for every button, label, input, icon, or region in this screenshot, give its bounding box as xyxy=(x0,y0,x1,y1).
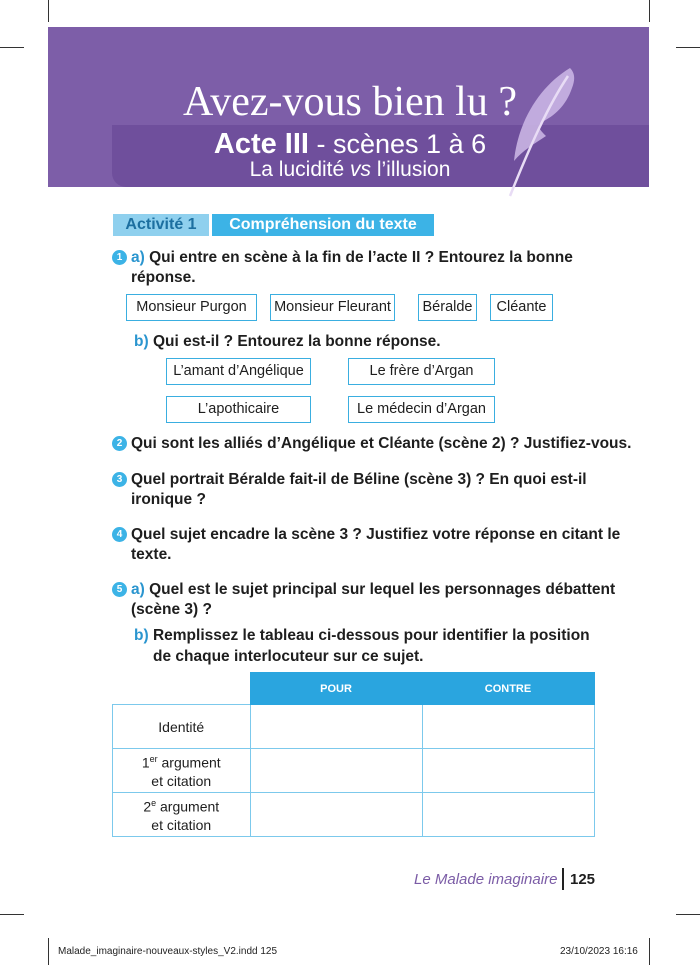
subtitle-pre: La lucidité xyxy=(249,158,351,181)
row-label-text: et citation xyxy=(151,773,212,790)
question-number: 1 xyxy=(112,250,127,265)
row-label-text: argument xyxy=(157,754,221,771)
row-label-text: et citation xyxy=(151,817,212,834)
row-label-sup: e xyxy=(151,797,157,808)
position-table xyxy=(112,672,595,837)
question-5b xyxy=(134,626,590,646)
row-label-argument-1 xyxy=(113,749,251,793)
question-1a xyxy=(131,248,573,268)
slug-date: 23/10/2023 16:16 xyxy=(560,946,638,957)
slug-file: Malade_imaginaire-nouveaux-styles_V2.indd 125 xyxy=(58,946,278,957)
table-corner xyxy=(113,673,251,705)
answer-option[interactable]: L’amant d’Angélique xyxy=(166,358,311,385)
activity-tag: Activité 1 xyxy=(113,214,209,236)
question-4-line2: texte. xyxy=(131,546,172,563)
table-cell[interactable] xyxy=(250,705,422,749)
page-separator xyxy=(562,868,564,890)
question-3: Quel portrait Béralde fait-il de Béline (scène 3) ? En quoi est-il xyxy=(131,471,587,488)
scenes-label: scènes 1 à 6 xyxy=(333,129,487,159)
question-4: Quel sujet encadre la scène 3 ? Justifiez votre réponse en citant le xyxy=(131,526,621,543)
row-label-argument-2 xyxy=(113,793,251,837)
crop-mark xyxy=(649,0,650,22)
page-number: 125 xyxy=(570,871,596,888)
row-label-text: 1 xyxy=(141,754,150,771)
question-1b xyxy=(134,332,441,352)
question-text: Remplissez le tableau ci-dessous pour identifier la position xyxy=(152,627,590,644)
row-label-identite: Identité xyxy=(113,705,251,749)
crop-mark xyxy=(0,47,24,48)
question-number: 4 xyxy=(112,527,127,542)
answer-option[interactable]: Le médecin d’Argan xyxy=(348,396,495,423)
crop-mark xyxy=(676,47,700,48)
crop-mark xyxy=(48,0,49,22)
row-label-sup: er xyxy=(149,753,158,764)
answer-option[interactable]: Béralde xyxy=(418,294,477,321)
question-text: Qui entre en scène à la fin de l’acte II ? Entourez la bonne xyxy=(149,249,573,266)
row-label-text: 2 xyxy=(143,798,152,815)
subtitle-post: l’illusion xyxy=(371,158,451,181)
table-cell[interactable] xyxy=(422,749,594,793)
crop-mark xyxy=(649,938,650,965)
question-5b-line2: de chaque interlocuteur sur ce sujet. xyxy=(153,648,424,665)
activity-title: Compréhension du texte xyxy=(212,214,434,236)
answer-option[interactable]: L’apothicaire xyxy=(166,396,311,423)
question-3-line2: ironique ? xyxy=(131,491,206,508)
column-header-pour: POUR xyxy=(250,673,422,705)
crop-mark xyxy=(0,914,24,915)
column-header-contre: CONTRE xyxy=(422,673,594,705)
act-label: Acte III xyxy=(213,128,309,160)
part-label: b) xyxy=(134,627,149,644)
question-1a-line2: réponse. xyxy=(131,269,196,286)
table-cell[interactable] xyxy=(250,793,422,837)
answer-option[interactable]: Monsieur Fleurant xyxy=(270,294,395,321)
answer-option[interactable]: Monsieur Purgon xyxy=(126,294,257,321)
question-5a xyxy=(131,580,615,600)
subtitle xyxy=(0,158,700,182)
question-number: 3 xyxy=(112,472,127,487)
crop-mark xyxy=(676,914,700,915)
question-text: Quel est le sujet principal sur lequel les personnages débattent xyxy=(149,581,616,598)
book-title: Le Malade imaginaire xyxy=(414,871,558,888)
answer-option[interactable]: Le frère d’Argan xyxy=(348,358,495,385)
part-label: a) xyxy=(131,581,145,598)
act-heading xyxy=(0,128,700,161)
act-dash: - xyxy=(316,129,333,159)
part-label: a) xyxy=(131,249,145,266)
row-label-text: argument xyxy=(156,798,220,815)
question-number: 2 xyxy=(112,436,127,451)
answer-option[interactable]: Cléante xyxy=(490,294,553,321)
subtitle-vs: vs xyxy=(350,158,372,181)
question-5a-line2: (scène 3) ? xyxy=(131,601,212,618)
table-cell[interactable] xyxy=(422,705,594,749)
question-2: Qui sont les alliés d’Angélique et Cléante (scène 2) ? Justifiez-vous. xyxy=(131,435,632,452)
crop-mark xyxy=(48,938,49,965)
question-number: 5 xyxy=(112,582,127,597)
table-cell[interactable] xyxy=(250,749,422,793)
page-title: Avez-vous bien lu ? xyxy=(183,79,517,125)
question-text: Qui est-il ? Entourez la bonne réponse. xyxy=(152,333,441,350)
part-label: b) xyxy=(134,333,149,350)
table-cell[interactable] xyxy=(422,793,594,837)
